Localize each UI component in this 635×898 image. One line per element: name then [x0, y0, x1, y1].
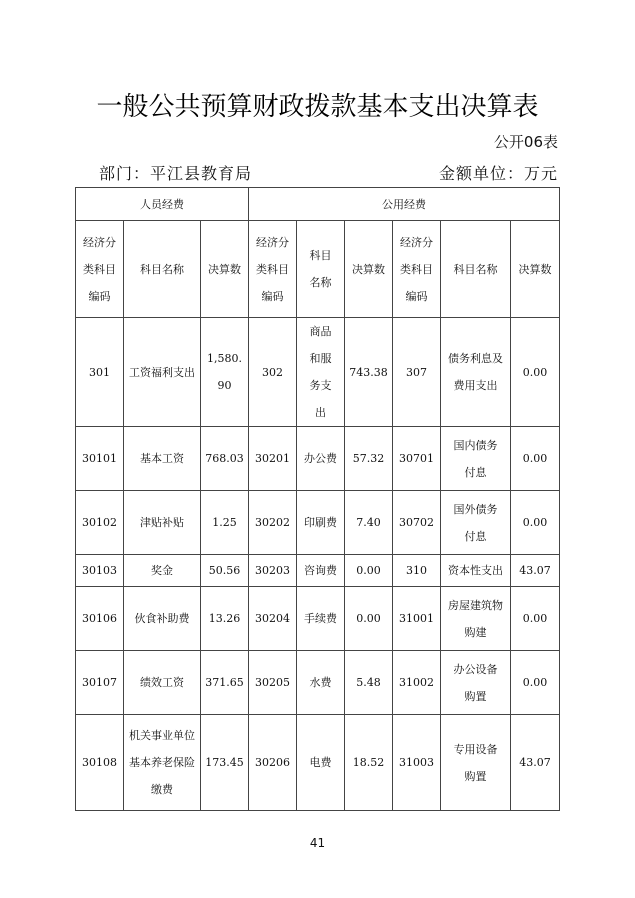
group-header-public: 公用经费	[249, 188, 560, 221]
name-cell: 商品和服务支出	[297, 318, 345, 427]
name-cell: 手续费	[297, 587, 345, 651]
code-cell: 30202	[249, 491, 297, 555]
amount-cell: 0.00	[511, 318, 560, 427]
amount-cell: 0.00	[345, 587, 393, 651]
code-cell: 310	[393, 555, 441, 587]
amount-cell: 0.00	[511, 427, 560, 491]
table-row	[76, 651, 560, 715]
amount-cell: 1.25	[201, 491, 249, 555]
expenditure-table	[75, 187, 560, 811]
name-cell: 债务利息及费用支出	[441, 318, 511, 427]
code-cell: 30108	[76, 715, 124, 811]
header-amount: 决算数	[511, 221, 560, 318]
page-title: 一般公共预算财政拨款基本支出决算表	[96, 92, 539, 122]
header-amount: 决算数	[345, 221, 393, 318]
amount-cell: 743.38	[345, 318, 393, 427]
code-cell: 30106	[76, 587, 124, 651]
header-amount: 决算数	[201, 221, 249, 318]
code-cell: 30107	[76, 651, 124, 715]
amount-cell: 1,580.90	[201, 318, 249, 427]
name-cell: 咨询费	[297, 555, 345, 587]
amount-cell: 7.40	[345, 491, 393, 555]
code-cell: 307	[393, 318, 441, 427]
code-cell: 30204	[249, 587, 297, 651]
code-cell: 302	[249, 318, 297, 427]
code-cell: 30102	[76, 491, 124, 555]
amount-cell: 43.07	[511, 555, 560, 587]
name-cell: 基本工资	[124, 427, 201, 491]
table-row	[76, 555, 560, 587]
form-number: 公开06表	[493, 133, 558, 151]
amount-cell: 0.00	[345, 555, 393, 587]
code-cell: 30201	[249, 427, 297, 491]
amount-cell: 18.52	[345, 715, 393, 811]
amount-cell: 173.45	[201, 715, 249, 811]
name-cell: 电费	[297, 715, 345, 811]
code-cell: 30101	[76, 427, 124, 491]
amount-unit-label: 金额单位：万元	[438, 164, 558, 183]
name-cell: 资本性支出	[441, 555, 511, 587]
name-cell: 房屋建筑物购建	[441, 587, 511, 651]
header-name: 科目名称	[124, 221, 201, 318]
header-name: 科目名称	[297, 221, 345, 318]
header-name: 科目名称	[441, 221, 511, 318]
amount-cell: 5.48	[345, 651, 393, 715]
department-label: 部门：平江县教育局	[99, 164, 253, 183]
header-code: 经济分类科目编码	[393, 221, 441, 318]
name-cell: 国内债务付息	[441, 427, 511, 491]
code-cell: 30103	[76, 555, 124, 587]
name-cell: 水费	[297, 651, 345, 715]
table-row	[76, 715, 560, 811]
table-row	[76, 318, 560, 427]
amount-cell: 13.26	[201, 587, 249, 651]
table-row	[76, 587, 560, 651]
code-cell: 30206	[249, 715, 297, 811]
table-row	[76, 491, 560, 555]
name-cell: 伙食补助费	[124, 587, 201, 651]
code-cell: 30701	[393, 427, 441, 491]
amount-cell: 57.32	[345, 427, 393, 491]
name-cell: 奖金	[124, 555, 201, 587]
header-code: 经济分类科目编码	[249, 221, 297, 318]
header-code: 经济分类科目编码	[76, 221, 124, 318]
code-cell: 31003	[393, 715, 441, 811]
amount-cell: 768.03	[201, 427, 249, 491]
code-cell: 30702	[393, 491, 441, 555]
amount-cell: 0.00	[511, 651, 560, 715]
code-cell: 301	[76, 318, 124, 427]
name-cell: 办公费	[297, 427, 345, 491]
amount-cell: 43.07	[511, 715, 560, 811]
name-cell: 津贴补贴	[124, 491, 201, 555]
name-cell: 机关事业单位基本养老保险缴费	[124, 715, 201, 811]
table-row	[76, 427, 560, 491]
name-cell: 国外债务付息	[441, 491, 511, 555]
name-cell: 专用设备购置	[441, 715, 511, 811]
name-cell: 绩效工资	[124, 651, 201, 715]
amount-cell: 0.00	[511, 491, 560, 555]
code-cell: 30203	[249, 555, 297, 587]
code-cell: 30205	[249, 651, 297, 715]
name-cell: 办公设备购置	[441, 651, 511, 715]
page-number: 41	[309, 836, 326, 850]
amount-cell: 371.65	[201, 651, 249, 715]
name-cell: 印刷费	[297, 491, 345, 555]
amount-cell: 50.56	[201, 555, 249, 587]
group-header-personnel: 人员经费	[76, 188, 249, 221]
code-cell: 31002	[393, 651, 441, 715]
name-cell: 工资福利支出	[124, 318, 201, 427]
amount-cell: 0.00	[511, 587, 560, 651]
code-cell: 31001	[393, 587, 441, 651]
